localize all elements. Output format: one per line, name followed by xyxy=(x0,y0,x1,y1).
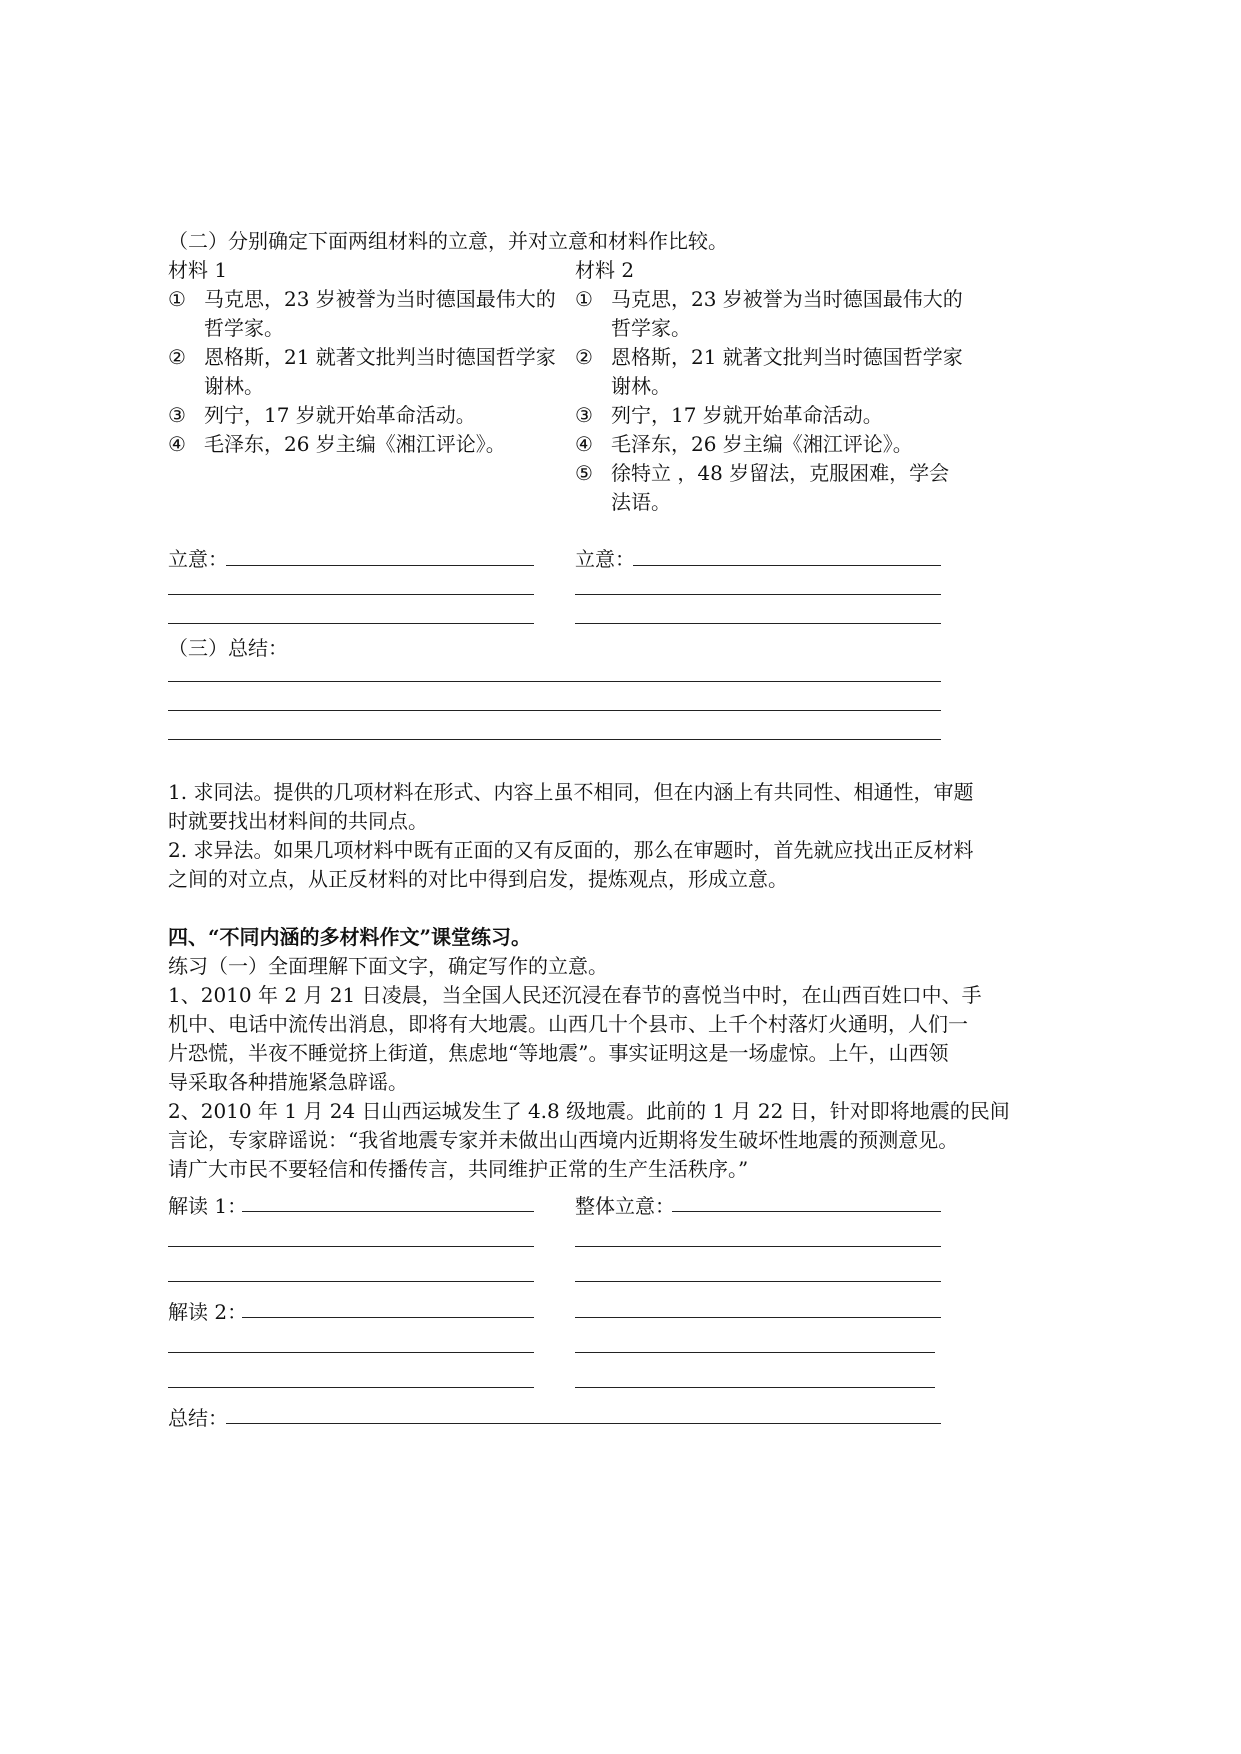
passage1-line2: 机中、电话中流传出消息，即将有大地震。山西几十个县市、上千个村落灯火通明，人们一 xyxy=(168,1012,968,1036)
zongjie-label: 总结： xyxy=(168,1406,228,1430)
exercise1-prompt: 练习（一）全面理解下面文字，确定写作的立意。 xyxy=(168,954,608,978)
summary-line-2[interactable] xyxy=(168,710,941,711)
jiedu2-line-2[interactable] xyxy=(168,1352,534,1353)
method1-line2: 时就要找出材料间的共同点。 xyxy=(168,809,428,833)
material1-liyi-line-2[interactable] xyxy=(168,594,534,595)
passage2-line3: 请广大市民不要轻信和传播传言，共同维护正常的生产生活秩序。” xyxy=(168,1157,749,1181)
material2-item-3: ③ 列宁，17 岁就开始革命活动。 xyxy=(575,403,883,427)
zhengti-line-1[interactable] xyxy=(672,1211,941,1212)
material2-item-5: ⑤ 徐特立 ，48 岁留法，克服困难，学会 xyxy=(575,461,950,485)
zhengti-line-6[interactable] xyxy=(575,1387,935,1388)
jiedu2-label: 解读 2： xyxy=(168,1300,248,1324)
section4-heading: 四、“不同内涵的多材料作文”课堂练习。 xyxy=(168,925,532,949)
material2-item-1: ① 马克思，23 岁被誉为当时德国最伟大的 xyxy=(575,287,963,311)
material1-liyi-label: 立意： xyxy=(168,547,228,571)
material2-item-4: ④ 毛泽东，26 岁主编《湘江评论》。 xyxy=(575,432,913,456)
passage1-line3: 片恐慌，半夜不睡觉挤上街道，焦虑地“等地震”。事实证明这是一场虚惊。上午，山西领 xyxy=(168,1041,949,1065)
zhengti-line-3[interactable] xyxy=(575,1281,941,1282)
method2-line1: 2. 求异法。如果几项材料中既有正面的又有反面的，那么在审题时，首先就应找出正反材料 xyxy=(168,838,974,862)
jiedu1-label: 解读 1： xyxy=(168,1194,248,1218)
passage2-line1: 2、2010 年 1 月 24 日山西运城发生了 4.8 级地震。此前的 1 月 22 日，针对即将地震的民间 xyxy=(168,1099,1010,1123)
material2-item-2: ② 恩格斯，21 就著文批判当时德国哲学家 xyxy=(575,345,963,369)
summary-line-1[interactable] xyxy=(168,681,941,682)
zhengti-line-4[interactable] xyxy=(575,1317,941,1318)
summary-line-3[interactable] xyxy=(168,739,941,740)
section3-heading: （三）总结： xyxy=(168,636,288,660)
method1-line1: 1. 求同法。提供的几项材料在形式、内容上虽不相同，但在内涵上有共同性、相通性，审题 xyxy=(168,780,974,804)
material2-item-2-cont: 谢林。 xyxy=(611,374,671,398)
material2-liyi-line-2[interactable] xyxy=(575,594,941,595)
passage2-line2: 言论，专家辟谣说：“我省地震专家并未做出山西境内近期将发生破坏性地震的预测意见。 xyxy=(168,1128,959,1152)
material1-title: 材料 1 xyxy=(168,258,228,282)
zhengti-label: 整体立意： xyxy=(575,1194,675,1218)
jiedu1-line-2[interactable] xyxy=(168,1246,534,1247)
material1-liyi-line-1[interactable] xyxy=(226,565,534,566)
material1-item-2: ② 恩格斯，21 就著文批判当时德国哲学家 xyxy=(168,345,556,369)
material1-item-2-cont: 谢林。 xyxy=(204,374,264,398)
jiedu1-line-1[interactable] xyxy=(242,1211,534,1212)
jiedu2-line-3[interactable] xyxy=(168,1387,534,1388)
section2-heading: （二）分别确定下面两组材料的立意，并对立意和材料作比较。 xyxy=(168,229,728,253)
material2-liyi-label: 立意： xyxy=(575,547,635,571)
material2-liyi-line-3[interactable] xyxy=(575,623,941,624)
material2-liyi-line-1[interactable] xyxy=(633,565,941,566)
material2-item-5-cont: 法语。 xyxy=(611,490,671,514)
passage1-line4: 导采取各种措施紧急辟谣。 xyxy=(168,1070,408,1094)
zhengti-line-2[interactable] xyxy=(575,1246,941,1247)
material1-item-1: ① 马克思，23 岁被誉为当时德国最伟大的 xyxy=(168,287,556,311)
method2-line2: 之间的对立点，从正反材料的对比中得到启发，提炼观点，形成立意。 xyxy=(168,867,788,891)
jiedu1-line-3[interactable] xyxy=(168,1281,534,1282)
material2-item-1-cont: 哲学家。 xyxy=(611,316,691,340)
material1-item-4: ④ 毛泽东，26 岁主编《湘江评论》。 xyxy=(168,432,506,456)
material2-title: 材料 2 xyxy=(575,258,635,282)
jiedu2-line-1[interactable] xyxy=(242,1317,534,1318)
zongjie-line[interactable] xyxy=(226,1423,941,1424)
passage1-line1: 1、2010 年 2 月 21 日凌晨，当全国人民还沉浸在春节的喜悦当中时，在山西百姓口中、手 xyxy=(168,983,982,1007)
material1-item-1-cont: 哲学家。 xyxy=(204,316,284,340)
material1-item-3: ③ 列宁，17 岁就开始革命活动。 xyxy=(168,403,476,427)
zhengti-line-5[interactable] xyxy=(575,1352,935,1353)
material1-liyi-line-3[interactable] xyxy=(168,623,534,624)
